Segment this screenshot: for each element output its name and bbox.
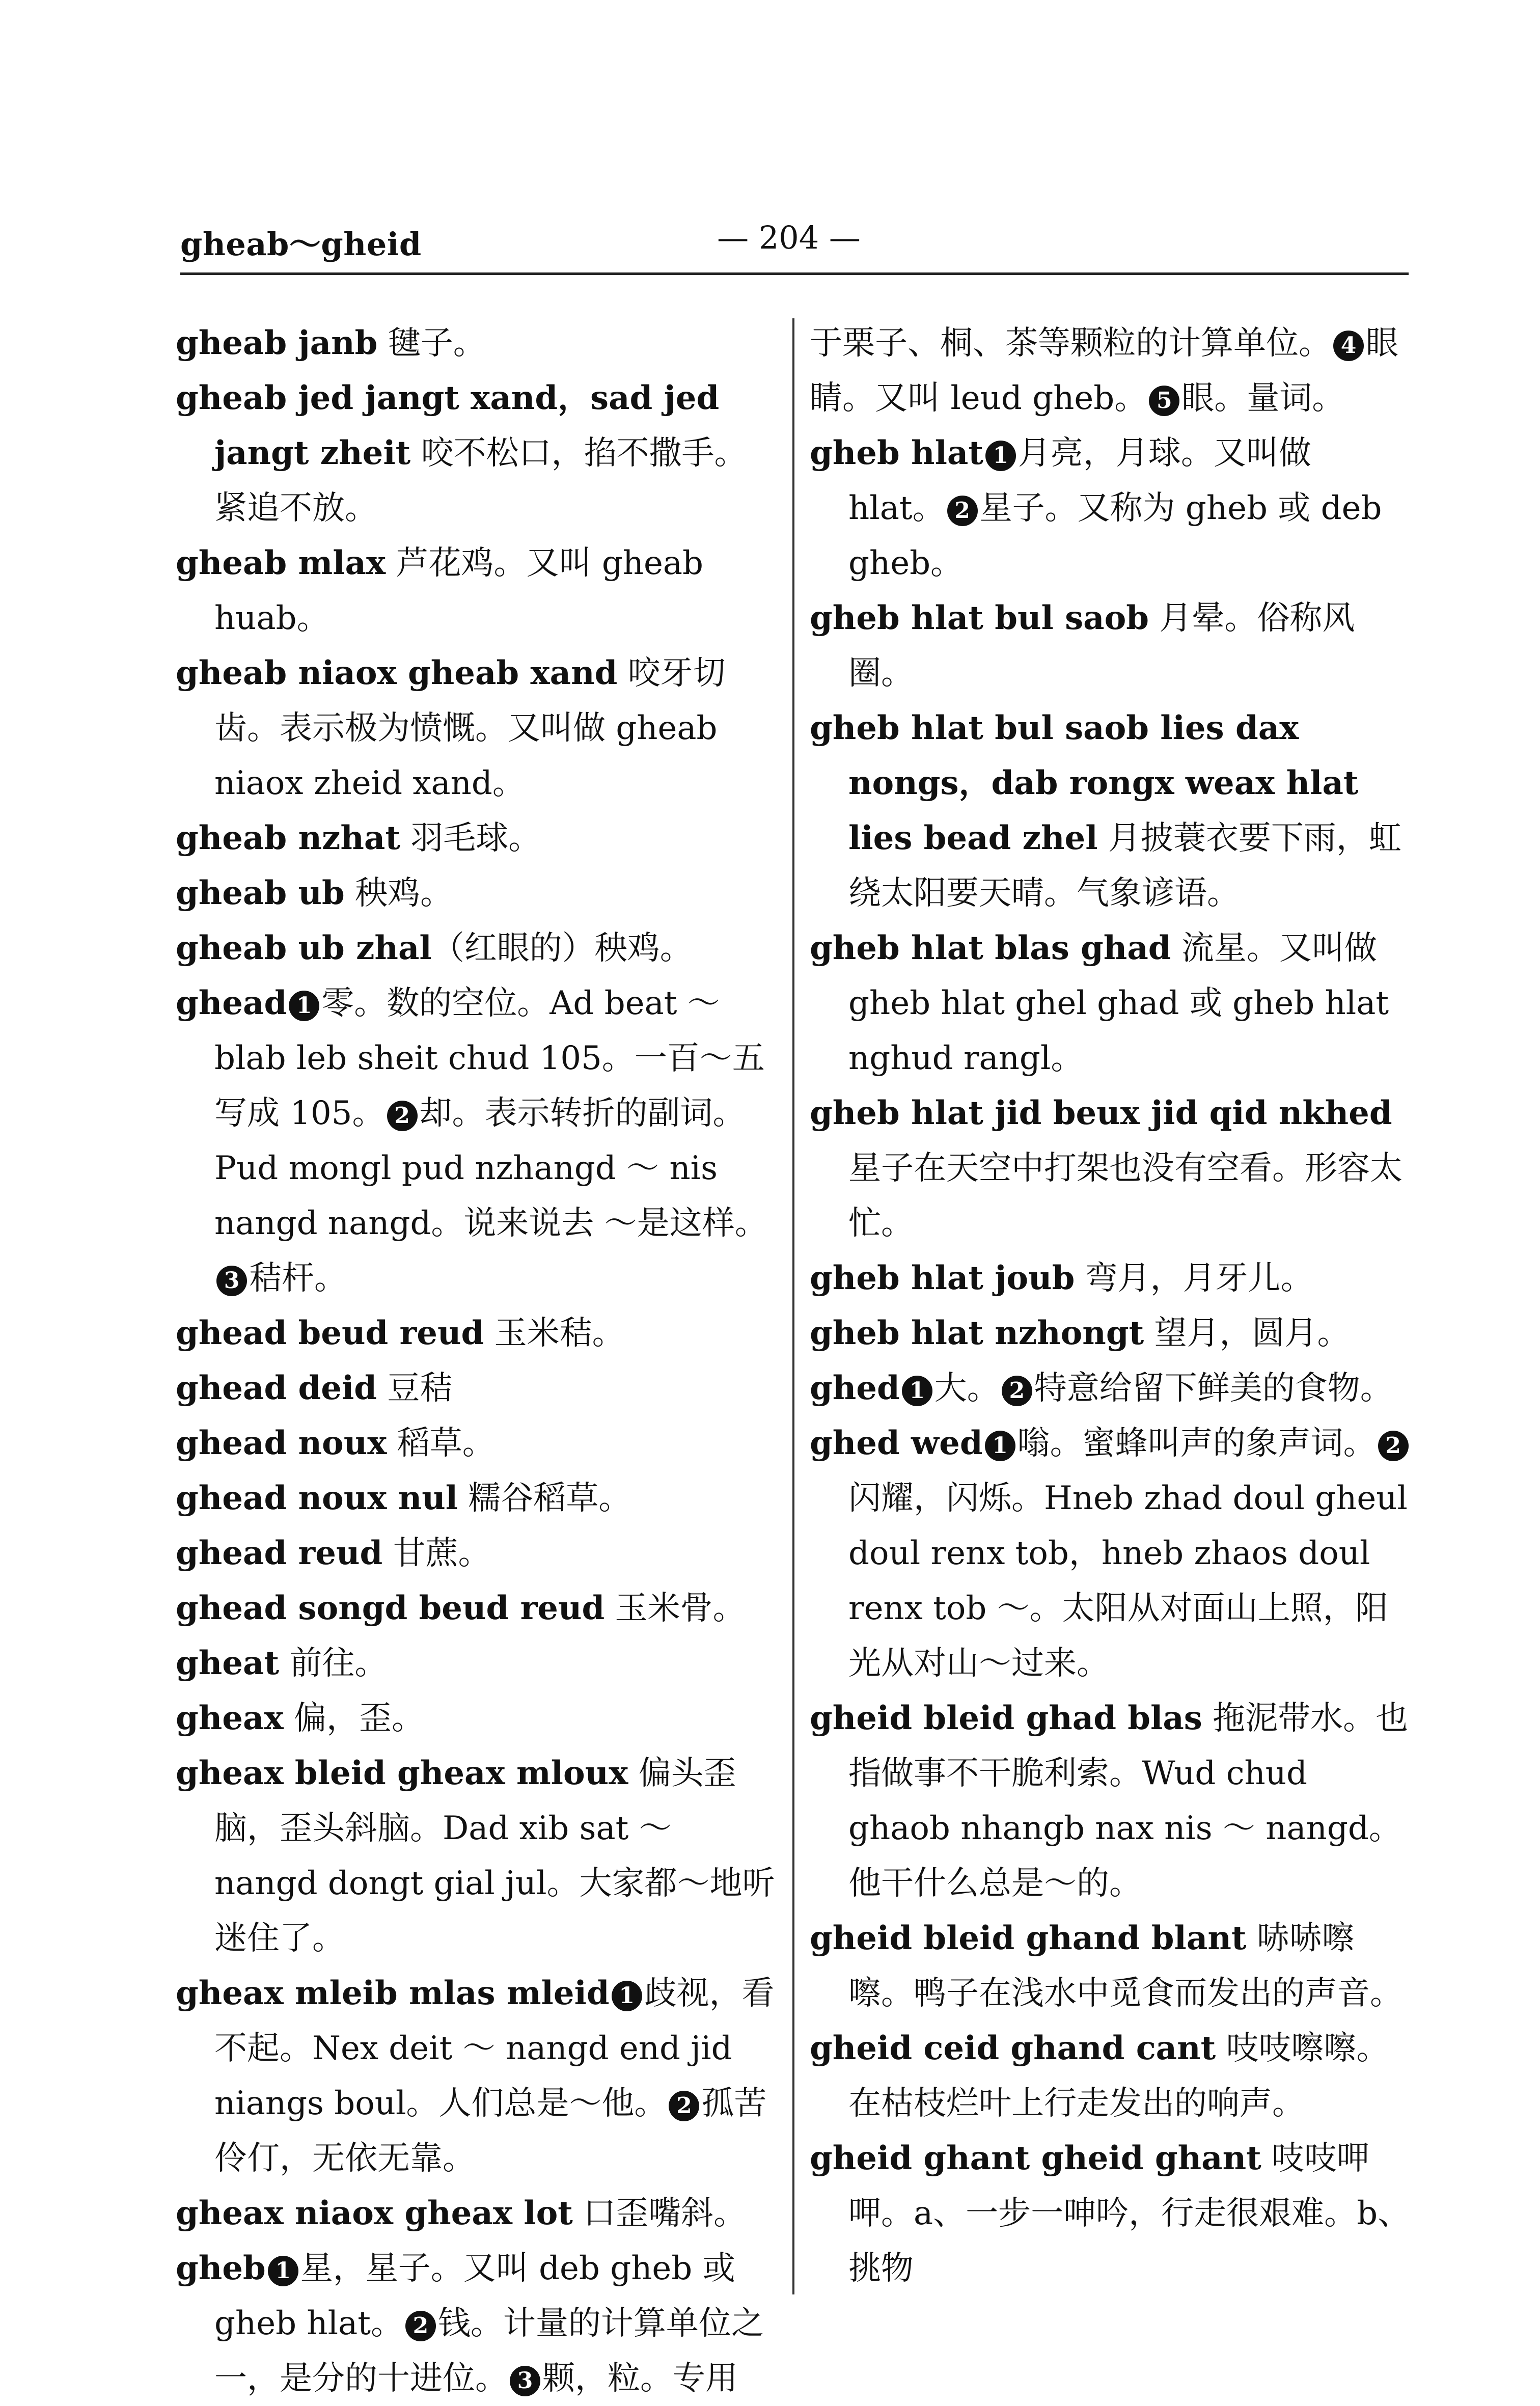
entry-definition: 偏头歪脑，歪头斜脑。Dad xib sat ～ nangd dongt gial jul。大家都～地听迷住了。	[214, 1755, 775, 1957]
dictionary-entry	[176, 811, 777, 866]
entry-definition: 玉米秸。	[484, 1315, 625, 1352]
entry-headword: gheid bleid ghand blant	[810, 1919, 1247, 1957]
entry-definition: 甘蔗。	[382, 1535, 491, 1572]
entry-definition: 星子在天空中打架也没有空看。形容太忙。	[848, 1150, 1402, 1242]
entry-definition: 弯月，月牙儿。	[1075, 1260, 1313, 1297]
entry-headword: gheax niaox gheax lot	[176, 2194, 573, 2232]
sense-number: 1	[612, 1981, 642, 2011]
dictionary-entry	[810, 316, 1413, 426]
entry-headword: ghead reud	[176, 1534, 383, 1572]
dictionary-entry	[176, 1581, 777, 1636]
entry-definition: 望月，圆月。	[1144, 1315, 1350, 1352]
sense-number: 2	[405, 2311, 436, 2341]
dictionary-entry	[176, 2186, 777, 2241]
entry-definition: 月披蓑衣要下雨，虹绕太阳要天晴。气象谚语。	[848, 819, 1401, 912]
sense-number: 2	[669, 2091, 699, 2121]
page-number: — 204 —	[717, 219, 861, 256]
entry-definition: 偏，歪。	[283, 1700, 424, 1737]
entry-headword: gheab niaox gheab xand	[176, 654, 618, 692]
header-rule	[180, 272, 1409, 275]
entry-headword: gheb hlat nzhongt	[810, 1314, 1144, 1352]
entry-definition: 芦花鸡。又叫 gheab huab。	[214, 544, 704, 637]
dictionary-entry	[810, 1251, 1413, 1306]
dictionary-entry	[176, 1746, 777, 1966]
dictionary-entry	[176, 1416, 777, 1471]
entry-headword: gheab ub	[176, 874, 345, 912]
entry-definition: 毽子。	[377, 324, 486, 362]
column-divider	[792, 318, 794, 2294]
header-entry-range: gheab～gheid	[180, 226, 422, 263]
entry-definition: （红眼的）秧鸡。	[431, 929, 693, 967]
dictionary-entry	[810, 1306, 1413, 1361]
sense-definition: 零。数的空位。Ad beat ～ blab leb sheit chud 105。一百～五写成 105。	[214, 985, 765, 1132]
dictionary-entry	[810, 921, 1413, 1086]
entry-definition: 于栗子、桐、茶等颗粒的计算单位。	[810, 324, 1331, 362]
right-column	[810, 316, 1413, 2296]
dictionary-entry	[176, 921, 777, 976]
entry-definition: 秧鸡。	[344, 874, 453, 912]
entry-definition: 吱吱呷呷。a、一步一呻吟，行走很艰难。b、挑物	[848, 2140, 1411, 2287]
entry-headword: gheb hlat jid beux jid qid nkhed	[810, 1094, 1392, 1132]
sense-number: 3	[510, 2366, 540, 2396]
entry-headword: gheid ceid ghand cant	[810, 2029, 1216, 2067]
entry-definition: 流星。又叫做 gheb hlat ghel ghad 或 gheb hlat nghud rangl。	[848, 929, 1389, 1077]
entry-headword: gheax	[176, 1699, 284, 1737]
entry-headword: ghed wed	[810, 1424, 983, 1462]
sense-number: 2	[1378, 1431, 1409, 1461]
sense-definition: 月亮，月球。又叫做 hlat。	[848, 434, 1311, 527]
sense-number: 2	[1002, 1376, 1032, 1406]
dictionary-entry	[176, 1636, 777, 1691]
dictionary-entry	[810, 701, 1413, 921]
dictionary-entry	[176, 1471, 777, 1526]
sense-number: 5	[1149, 386, 1179, 416]
sense-definition: 闪耀，闪烁。Hneb zhad doul gheul doul renx tob，hneb zhaos doul renx tob ～。太阳从对面山上照，阳光从对山～过来。	[848, 1480, 1408, 1682]
sense-number: 1	[985, 441, 1016, 471]
entry-headword: gheb hlat bul saob	[810, 599, 1149, 637]
entry-headword: gheab mlax	[176, 544, 386, 582]
dictionary-entry	[176, 2241, 777, 2406]
sense-definition: 秸杆。	[249, 1260, 347, 1297]
entry-headword: gheax bleid gheax mloux	[176, 1754, 628, 1792]
entry-headword: gheid ghant gheid ghant	[810, 2139, 1261, 2177]
dictionary-entry	[176, 1691, 777, 1746]
sense-definition: 孤苦伶仃，无依无靠。	[214, 2085, 767, 2177]
dictionary-entry	[810, 1691, 1413, 1911]
dictionary-entry	[810, 1086, 1413, 1251]
sense-definition: 钱。计量的计算单位之一，是分的十进位。	[214, 2305, 764, 2397]
entry-headword: gheid bleid ghad blas	[810, 1699, 1202, 1737]
sense-number: 1	[902, 1376, 932, 1406]
entry-headword: gheb hlat	[810, 434, 983, 472]
entry-headword: ghead	[176, 984, 287, 1022]
dictionary-entry	[810, 1911, 1413, 2021]
dictionary-entry	[176, 371, 777, 536]
dictionary-entry	[176, 866, 777, 921]
entry-definition: 月晕。俗称风圈。	[848, 599, 1355, 692]
left-column	[176, 316, 777, 2406]
entry-headword: gheab jed jangt xand，sad jed jangt zheit	[176, 379, 720, 472]
entry-definition: 前往。	[279, 1645, 388, 1682]
entry-definition: 豆秸	[377, 1370, 453, 1407]
sense-definition: 眼。量词。	[1181, 379, 1345, 417]
entry-headword: gheab nzhat	[176, 819, 400, 857]
sense-definition: 歧视，看不起。Nex deit ～ nangd end jid niangs boul。人们总是～他。	[214, 1975, 775, 2122]
entry-headword: ghead noux	[176, 1424, 387, 1462]
entry-definition: 咬不松口，掐不撒手。紧追不放。	[214, 434, 747, 527]
entry-headword: ghead beud reud	[176, 1314, 484, 1352]
entry-headword: gheb	[176, 2249, 266, 2287]
sense-number: 1	[289, 991, 319, 1021]
entry-definition: 哧哧嚓嚓。鸭子在浅水中觅食而发出的声音。	[848, 1920, 1402, 2012]
sense-definition: 特意给留下鲜美的食物。	[1034, 1370, 1393, 1407]
entry-headword: ghead noux nul	[176, 1479, 458, 1517]
sense-definition: 颗，粒。专用	[542, 2360, 738, 2397]
sense-number: 1	[268, 2256, 298, 2286]
sense-number: 2	[387, 1101, 418, 1131]
dictionary-entry	[176, 976, 777, 1306]
entry-headword: gheax mleib mlas mleid	[176, 1974, 610, 2012]
entry-definition: 糯谷稻草。	[458, 1480, 631, 1517]
sense-number: 1	[985, 1431, 1015, 1461]
page-header	[180, 214, 1409, 275]
entry-definition: 咬牙切齿。表示极为愤慨。又叫做 gheab niaox zheid xand。	[214, 654, 726, 802]
sense-definition: 大。	[934, 1370, 1000, 1407]
entry-definition: 羽毛球。	[400, 819, 541, 857]
dictionary-entry	[176, 1361, 777, 1416]
sense-definition: 星子。又称为 gheb 或 deb gheb。	[848, 489, 1382, 582]
dictionary-entry	[176, 536, 777, 646]
dictionary-entry	[176, 1966, 777, 2186]
sense-definition: 却。表示转折的副词。Pud mongl pud nzhangd ～ nis nangd nangd。说来说去 ～是这样。	[214, 1095, 767, 1242]
entry-headword: gheb hlat bul saob lies dax nongs，dab rongx weax hlat lies bead zhel	[810, 709, 1359, 857]
entry-definition: 拖泥带水。也指做事不干脆利索。Wud chud ghaob nhangb nax nis ～ nangd。他干什么总是～的。	[848, 1700, 1409, 1902]
dictionary-entry	[810, 426, 1413, 591]
dictionary-entry	[810, 1416, 1413, 1691]
entry-headword: gheab janb	[176, 324, 378, 362]
dictionary-entry	[176, 1526, 777, 1581]
entry-headword: gheb hlat blas ghad	[810, 929, 1171, 967]
sense-definition: 星，星子。又叫 deb gheb 或 gheb hlat。	[214, 2250, 735, 2342]
sense-definition: 嗡。蜜蜂叫声的象声词。	[1017, 1425, 1376, 1462]
dictionary-entry	[176, 1306, 777, 1361]
sense-number: 4	[1333, 331, 1364, 361]
dictionary-entry	[810, 2021, 1413, 2131]
dictionary-entry	[176, 316, 777, 371]
entry-headword: ghead deid	[176, 1369, 377, 1407]
dictionary-entry	[810, 1361, 1413, 1416]
entry-headword: gheab ub zhal	[176, 929, 432, 967]
sense-number: 3	[216, 1266, 247, 1296]
dictionary-entry	[176, 646, 777, 811]
entry-headword: gheat	[176, 1644, 280, 1682]
sense-definition: 眼睛。又叫 leud gheb。	[810, 324, 1398, 417]
entry-definition: 稻草。	[387, 1425, 495, 1462]
entry-headword: ghead songd beud reud	[176, 1589, 605, 1627]
dictionary-entry	[810, 2131, 1413, 2296]
entry-definition: 吱吱嚓嚓。在枯枝烂叶上行走发出的响声。	[848, 2030, 1389, 2122]
dictionary-entry	[810, 591, 1413, 701]
entry-headword: gheb hlat joub	[810, 1259, 1075, 1297]
entry-headword: ghed	[810, 1369, 900, 1407]
sense-number: 2	[947, 496, 978, 526]
entry-definition: 玉米骨。	[604, 1590, 746, 1627]
entry-definition: 口歪嘴斜。	[572, 2195, 747, 2232]
